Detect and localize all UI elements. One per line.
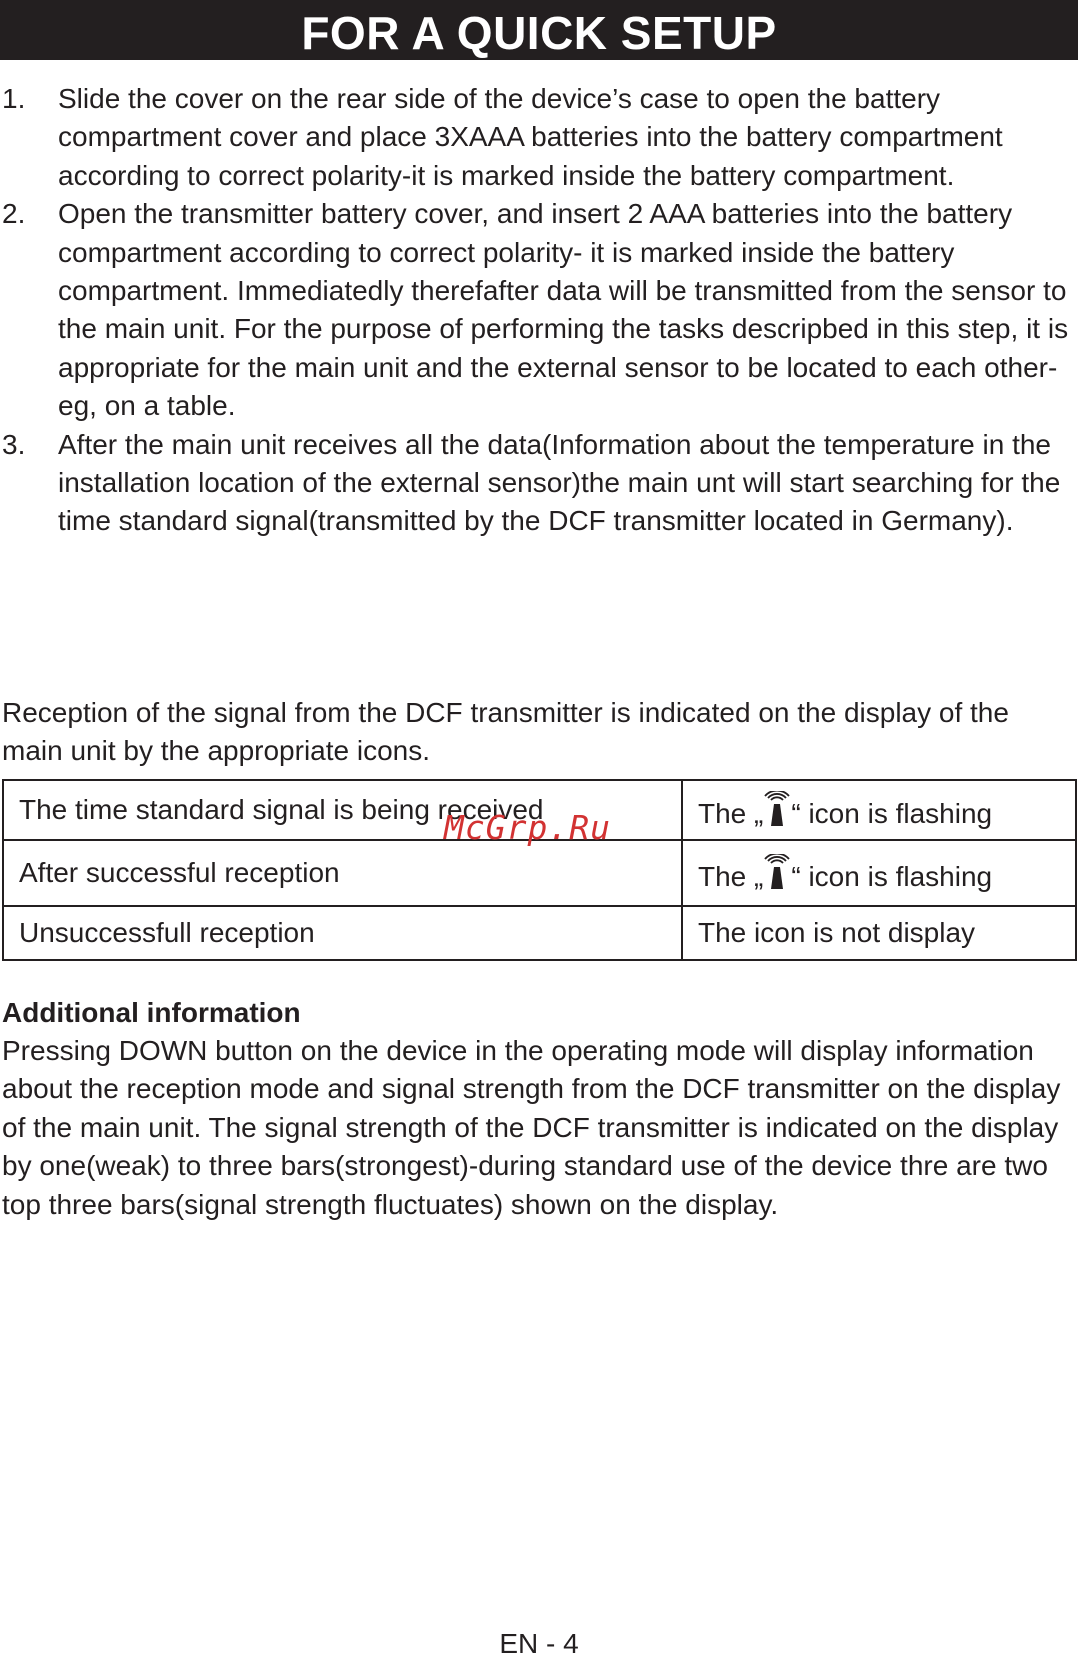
antenna-icon: [764, 854, 790, 890]
additional-info-heading: Additional information: [2, 997, 301, 1028]
setup-step: [0, 195, 1078, 425]
reception-intro-paragraph: Reception of the signal from the DCF transmitter is indicated on the display of the main unit by the appropriate icons.: [2, 697, 1009, 767]
step-number: 2.: [2, 198, 26, 230]
step-number: 3.: [2, 428, 26, 460]
status-prefix: The „: [698, 797, 764, 829]
reception-status-table: [2, 779, 1077, 961]
step-text: Open the transmitter battery cover, and insert 2 AAA batteries into the battery compartment according to correct polarity- it is marked inside the battery compartment. Immediatedly therefafter data will be transmitted from the sensor to the main unit. For the purpose of performing the tasks descripbed in this step, it is appropriate for the main unit and the external sensor to be located to each other- eg, on a table.: [58, 198, 1069, 422]
condition-cell: After successful reception: [3, 840, 682, 906]
antenna-icon: [764, 791, 790, 827]
step-text: Slide the cover on the rear side of the device’s case to open the battery compartment cover and place 3XAAA batteries into the battery compartment according to correct polarity-it is marked inside the battery compartment.: [58, 83, 1003, 191]
watermark: McGrp.Ru: [444, 808, 611, 847]
setup-steps-list: [0, 80, 1078, 541]
step-text: After the main unit receives all the data(Information about the temperature in the installation location of the external sensor)the main unt will start searching for the time standard signal(transmitted by the DCF transmitter located in Germany).: [58, 428, 1061, 537]
status-suffix: “ icon is flashing: [791, 797, 993, 829]
condition-cell: Unsuccessfull reception: [3, 906, 682, 960]
table-row: [3, 906, 1076, 960]
additional-info-paragraph: Pressing DOWN button on the device in the operating mode will display information about the reception mode and signal strength from the DCF transmitter on the display of the main unit. The signal strength of the DCF transmitter is indicated on the display by one(weak) to three bars(strongest)-during standard use of the device thre are two top three bars(signal strength fluctuates) shown on the display.: [2, 1035, 1061, 1220]
condition-cell: The time standard signal is being received: [3, 780, 682, 840]
table-row: [3, 840, 1076, 906]
setup-step: [0, 80, 1078, 195]
setup-step: [0, 426, 1078, 541]
status-cell: [682, 780, 1076, 840]
status-suffix: “ icon is flashing: [791, 860, 993, 892]
status-prefix: The „: [698, 860, 764, 892]
page-title: FOR A QUICK SETUP: [0, 0, 1078, 60]
status-cell: The icon is not display: [682, 906, 1076, 960]
page-number: EN - 4: [499, 1628, 579, 1659]
status-cell: [682, 840, 1076, 906]
step-number: 1.: [2, 83, 26, 114]
